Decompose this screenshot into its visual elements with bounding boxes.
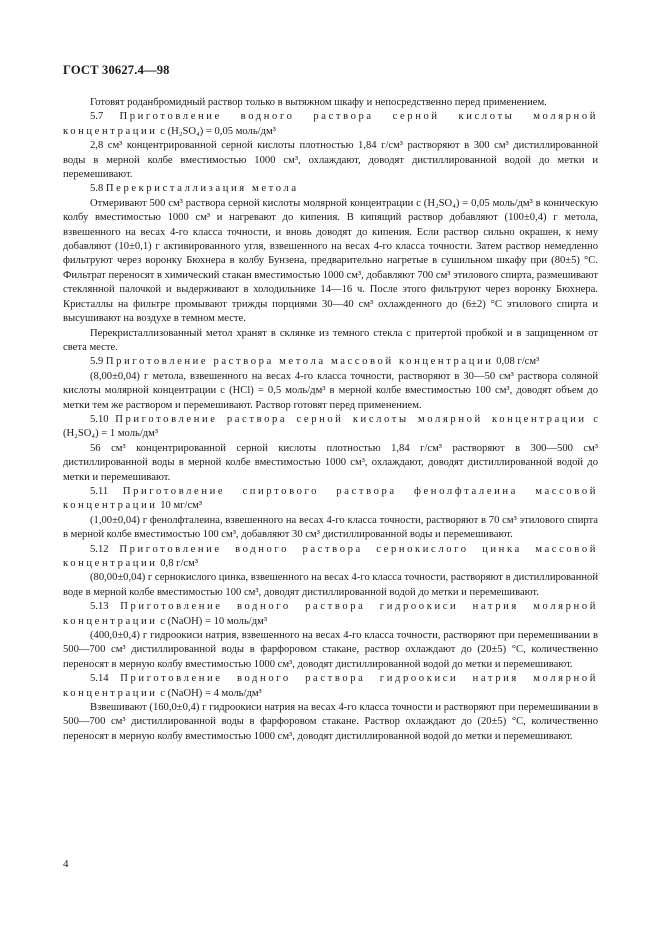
section-5-12-body: (80,00±0,04) г сернокислого цинка, взвешенного на весах 4-го класса точности, растворяют в дистиллированной воде в мерной колбе вместимостью 100 см³, доводят дистиллированной водой до метки и перемешивают. xyxy=(63,572,598,598)
section-5-13-heading: 5.13 Приготовление водного раствора гидроокиси натрия молярной концентрации c (NaOH) = 10 моль/дм³ xyxy=(63,601,598,627)
section-5-9-heading: 5.9 Приготовление раствора метола массовой концентрации 0,08 г/см³ xyxy=(90,356,540,368)
section-5-14-heading: 5.14 Приготовление водного раствора гидроокиси натрия молярной концентрации c (NaOH) = 4 моль/дм³ xyxy=(63,673,598,699)
section-5-7-body: 2,8 см³ концентрированной серной кислоты плотностью 1,84 г/см³ растворяют в 300 см³ дистиллированной воды в мерной колбе вместимостью 1000 см³, охлаждают, доводят дистиллированной водой до метки и перемешивают. xyxy=(63,140,598,181)
paragraph: Готовят роданбромидный раствор только в вытяжном шкафу и непосредственно перед применением. xyxy=(90,97,547,108)
section-5-11-body: (1,00±0,04) г фенолфталеина, взвешенного на весах 4-го класса точности, растворяют в 70 см³ этилового спирта в мерной колбе вместимостью 100 см³, добавляют 30 см³ дистиллированной воды и перемешивают. xyxy=(63,514,598,541)
section-5-14-body: Взвешивают (160,0±0,4) г гидроокиси натрия на весах 4-го класса точности и растворяют при перемешивании в 500—700 см³ дистиллированной воды в фарфоровом стакане. Раствор охлаждают до (20±5) °С, количественно переносят в мерную колбу вместимостью 1000 см³, доводят дистиллированной водой до метки и перемешивают. xyxy=(63,702,598,742)
section-5-10-heading: 5.10 Приготовление раствора серной кислоты молярной концентрации c (H₂SO₄) = 1 моль/дм³ xyxy=(63,413,598,440)
section-5-13-body: (400,0±0,4) г гидроокиси натрия, взвешенного на весах 4-го класса точности, растворяют при перемешивании в 500—700 см³ дистиллированной воды в фарфоровом стакане, раствор охлаждают до (20±5) °С, количественно переносят в мерную колбу вместимостью 1000 см³, доводят дистиллированной водой до метки и перемешивают. xyxy=(63,630,598,670)
section-5-10-body: 56 см³ концентрированной серной кислоты плотностью 1,84 г/см³ растворяют в 300—500 см³ дистиллированной воды в мерной колбе вместимостью 1000 см³, охлаждают, доводят дистиллированной водой до метки и перемешивают. xyxy=(63,442,598,483)
document-body xyxy=(63,96,598,744)
section-5-7-heading: 5.7 Приготовление водного раствора серной кислоты молярной концентрации c (H₂SO₄) = 0,05 моль/дм³ xyxy=(63,111,598,137)
document-header: ГОСТ 30627.4—98 xyxy=(63,63,170,77)
section-5-8-body-2: Перекристаллизованный метол хранят в склянке из темного стекла с притертой пробкой и в защищенном от света месте. xyxy=(63,327,598,353)
section-5-9-body: (8,00±0,04) г метола, взвешенного на весах 4-го класса точности, растворяют в 30—50 см³ раствора соляной кислоты молярной концентрации c (HCl) = 0,5 моль/дм³ в мерной колбе вместимостью 100 см³, доводят объем до метки тем же раствором и перемешивают. Раствор готовят перед применением. xyxy=(63,370,598,411)
section-5-8-body: Отмеривают 500 см³ раствора серной кислоты молярной концентрации c (H₂SO₄) = 0,05 моль/дм³ в коническую колбу вместимостью 1000 см³ и нагревают до кипения. В кипящий раствор добавляют (100±0,4) г метола, взвешенного на весах 4-го класса точности, и вновь доводят до кипения. Если раствор сильно окрашен, к нему добавляют (10±0,1) г активированного угля, взвешенного на весах 4-го класса точности. Затем раствор немедленно фильтруют через воронку Бюхнера в колбу Бунзена, предварительно нагретые в сушильном шкафу при (80±5) °С. Фильтрат переносят в химический стакан вместимостью 1000 см³, добавляют 700 см³ этилового спирта, размешивают стеклянной палочкой и выдерживают в холодильнике 14—16 ч. После этого фильтруют через воронку Бюхнера. Кристаллы на фильтре промывают трижды порциями 30—40 см³ охлажденного до (6±2) °С этилового спирта и высушивают на воздухе в темном месте. xyxy=(63,197,598,325)
section-5-11-heading: 5.11 Приготовление спиртового раствора фенолфталеина массовой концентрации 10 мг/см³ xyxy=(63,485,598,512)
section-5-12-heading: 5.12 Приготовление водного раствора сернокислого цинка массовой концентрации 0,8 г/см³ xyxy=(63,543,598,569)
section-5-8-heading: 5.8 Перекристаллизация метола xyxy=(90,183,299,195)
page-number: 4 xyxy=(63,858,69,870)
